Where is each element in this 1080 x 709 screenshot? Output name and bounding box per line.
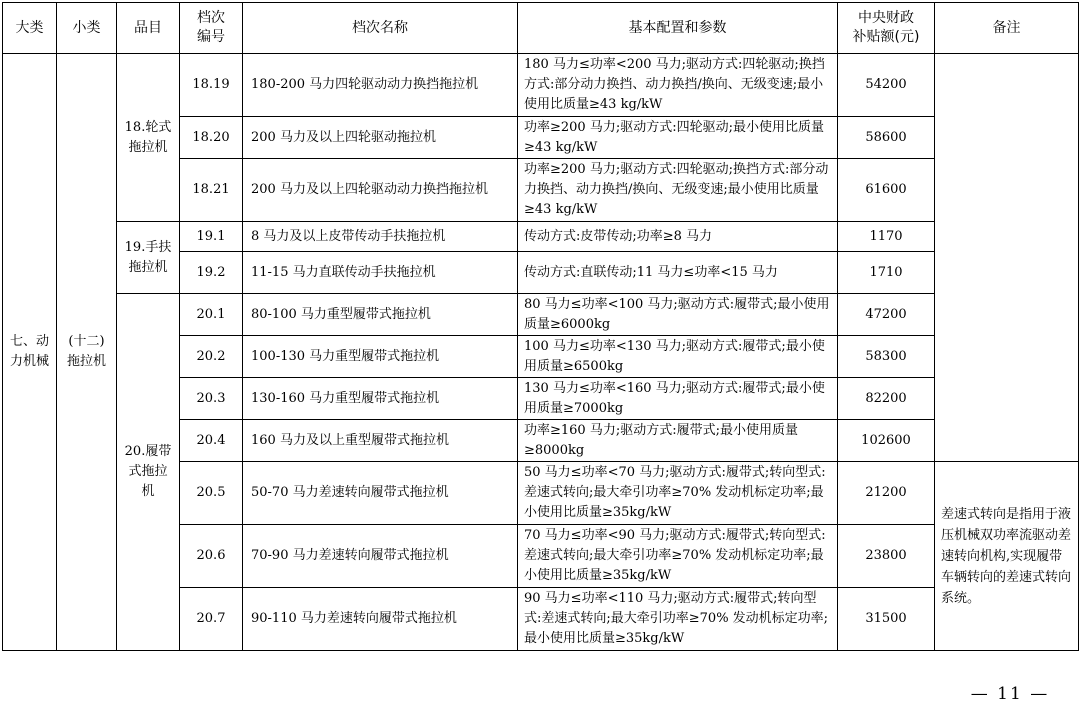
row-code: 20.5 xyxy=(180,462,243,525)
row-name: 70-90 马力差速转向履带式拖拉机 xyxy=(243,525,518,588)
header-row xyxy=(3,3,1079,54)
header-item: 品目 xyxy=(117,3,180,54)
header-major: 大类 xyxy=(3,3,57,54)
header-config: 基本配置和参数 xyxy=(518,3,838,54)
row-config: 传动方式:直联传动;11 马力≤功率<15 马力 xyxy=(518,252,838,294)
header-minor: 小类 xyxy=(57,3,117,54)
row-config: 180 马力≤功率<200 马力;驱动方式:四轮驱动;换挡方式:部分动力换挡、动力换挡/换向、无级变速;最小使用比质量≥43 kg/kW xyxy=(518,54,838,117)
table-row xyxy=(3,54,1079,117)
row-code: 20.3 xyxy=(180,378,243,420)
header-subsidy-line1: 中央财政 xyxy=(858,10,914,26)
row-name: 180-200 马力四轮驱动动力换挡拖拉机 xyxy=(243,54,518,117)
header-note: 备注 xyxy=(935,3,1079,54)
header-subsidy xyxy=(838,3,935,54)
header-subsidy-line2: 补贴额(元) xyxy=(852,29,920,45)
minor-category-cell: (十二)拖拉机 xyxy=(57,54,117,651)
row-name: 8 马力及以上皮带传动手扶拖拉机 xyxy=(243,222,518,252)
row-subsidy: 21200 xyxy=(838,462,935,525)
note-diff-steering: 差速式转向是指用于液压机械双功率流驱动差速转向机构,实现履带车辆转向的差速式转向系统。 xyxy=(935,462,1079,651)
row-subsidy: 1710 xyxy=(838,252,935,294)
row-code: 19.2 xyxy=(180,252,243,294)
row-name: 200 马力及以上四轮驱动拖拉机 xyxy=(243,117,518,159)
row-subsidy: 58600 xyxy=(838,117,935,159)
row-name: 160 马力及以上重型履带式拖拉机 xyxy=(243,420,518,462)
row-subsidy: 54200 xyxy=(838,54,935,117)
row-subsidy: 102600 xyxy=(838,420,935,462)
row-subsidy: 58300 xyxy=(838,336,935,378)
row-subsidy: 82200 xyxy=(838,378,935,420)
item-group-wheel: 18.轮式拖拉机 xyxy=(117,54,180,222)
row-config: 130 马力≤功率<160 马力;驱动方式:履带式;最小使用质量≥7000kg xyxy=(518,378,838,420)
row-code: 20.7 xyxy=(180,588,243,651)
row-code: 20.6 xyxy=(180,525,243,588)
item-group-walking: 19.手扶拖拉机 xyxy=(117,222,180,294)
header-code-line1: 档次 xyxy=(197,10,225,26)
row-config: 90 马力≤功率<110 马力;驱动方式:履带式;转向型式:差速式转向;最大牵引功率≥70% 发动机标定功率;最小使用比质量≥35kg/kW xyxy=(518,588,838,651)
row-subsidy: 61600 xyxy=(838,159,935,222)
row-name: 200 马力及以上四轮驱动动力换挡拖拉机 xyxy=(243,159,518,222)
item-group-crawler: 20.履带式拖拉机 xyxy=(117,294,180,651)
header-code-line2: 编号 xyxy=(197,29,225,45)
row-code: 20.2 xyxy=(180,336,243,378)
row-config: 100 马力≤功率<130 马力;驱动方式:履带式;最小使用质量≥6500kg xyxy=(518,336,838,378)
row-subsidy: 47200 xyxy=(838,294,935,336)
row-code: 20.1 xyxy=(180,294,243,336)
table-row xyxy=(3,222,1079,252)
row-name: 11-15 马力直联传动手扶拖拉机 xyxy=(243,252,518,294)
row-config: 50 马力≤功率<70 马力;驱动方式:履带式;转向型式:差速式转向;最大牵引功率≥70% 发动机标定功率;最小使用比质量≥35kg/kW xyxy=(518,462,838,525)
row-subsidy: 23800 xyxy=(838,525,935,588)
row-subsidy: 1170 xyxy=(838,222,935,252)
row-config: 功率≥160 马力;驱动方式:履带式;最小使用质量≥8000kg xyxy=(518,420,838,462)
row-code: 18.21 xyxy=(180,159,243,222)
row-config: 传动方式:皮带传动;功率≥8 马力 xyxy=(518,222,838,252)
note-blank-cell xyxy=(935,54,1079,462)
row-subsidy: 31500 xyxy=(838,588,935,651)
row-name: 80-100 马力重型履带式拖拉机 xyxy=(243,294,518,336)
row-config: 功率≥200 马力;驱动方式:四轮驱动;换挡方式:部分动力换挡、动力换挡/换向、无级变速;最小使用比质量≥43 kg/kW xyxy=(518,159,838,222)
header-name: 档次名称 xyxy=(243,3,518,54)
row-code: 18.19 xyxy=(180,54,243,117)
row-name: 130-160 马力重型履带式拖拉机 xyxy=(243,378,518,420)
table-row xyxy=(3,294,1079,336)
row-config: 80 马力≤功率<100 马力;驱动方式:履带式;最小使用质量≥6000kg xyxy=(518,294,838,336)
row-code: 18.20 xyxy=(180,117,243,159)
row-name: 50-70 马力差速转向履带式拖拉机 xyxy=(243,462,518,525)
page-number: — 11 — xyxy=(970,684,1050,704)
row-code: 19.1 xyxy=(180,222,243,252)
header-code xyxy=(180,3,243,54)
row-config: 功率≥200 马力;驱动方式:四轮驱动;最小使用比质量≥43 kg/kW xyxy=(518,117,838,159)
subsidy-table xyxy=(2,2,1079,651)
row-name: 90-110 马力差速转向履带式拖拉机 xyxy=(243,588,518,651)
row-code: 20.4 xyxy=(180,420,243,462)
row-name: 100-130 马力重型履带式拖拉机 xyxy=(243,336,518,378)
major-category-cell: 七、动力机械 xyxy=(3,54,57,651)
row-config: 70 马力≤功率<90 马力;驱动方式:履带式;转向型式:差速式转向;最大牵引功率≥70% 发动机标定功率;最小使用比质量≥35kg/kW xyxy=(518,525,838,588)
